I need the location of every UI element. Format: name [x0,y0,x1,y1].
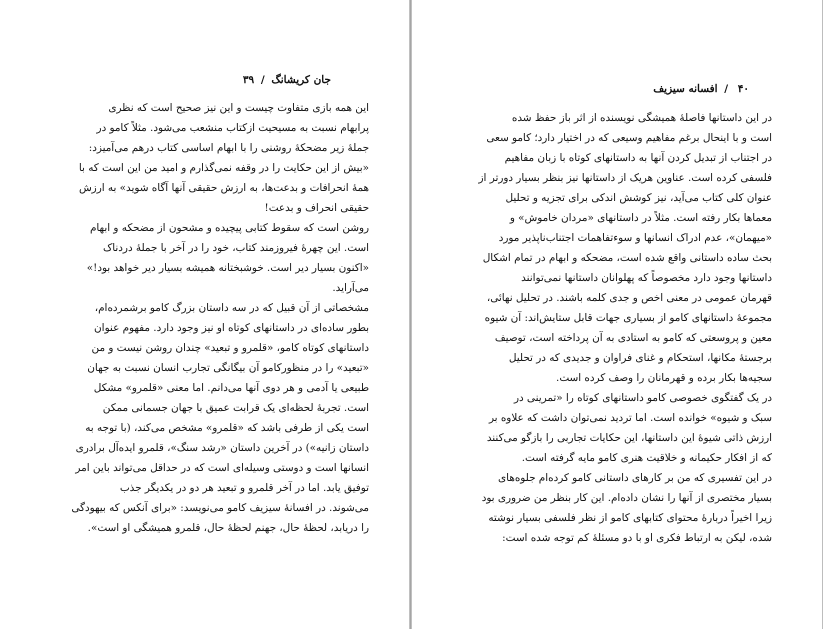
right-page-body [465,108,772,548]
text-line: معین و پروسعتی که کامو به استادی به آن پرداخته است، توصیف [494,332,772,344]
text-line: «اکنون بسیار دیر است. خوشبختانه همیشه بسیار دیر خواهد بود!» [86,262,369,274]
text-line: «میهمان»، عدم ادراک انسانها و سوءتفاهمات اجتناب‌ناپذیر مورد [498,232,772,244]
right-page-number: ۴۰ [737,83,749,95]
text-line: «بیش از این حکایت را در وقفه نمی‌گذارم و امید من این است که با [78,162,369,174]
text-line: فلسفی کرده است. عناوین هریک از داستانها نیز بنظر بسیار دورتر از [478,172,772,184]
text-line: است. این چهرهٔ فیروزمند کتاب، خود را در آخر با جملهٔ دردناک [102,242,369,254]
text-line: در اجتناب از تبدیل کردن آنها به داستانهای کوتاه با زبان مفاهیم [504,152,772,164]
text-line: در این تفسیری که من بر کارهای داستانی کامو کرده‌ام جلوه‌های [498,472,772,484]
text-line: ارزش ذاتی شیوهٔ این داستانها، این حکایات تجاربی را بازگو می‌کنند [486,432,772,444]
right-page-header [653,83,749,95]
right-page [412,0,823,629]
text-line: طبیعی یا آدمی و هر دوی آنها می‌دانم. اما معنی «قلمرو» مشکل [93,382,369,394]
text-line: که از افکار حکیمانه و خلاقیت هنری کامو مایه گرفته است. [521,452,772,464]
left-page-header [240,74,331,86]
text-line: را دریابد، لحظهٔ حال، جهنم لحظهٔ حال، قلمرو همیشگی او است». [87,522,369,534]
text-line: «تبعید» را در منظورکامو آن بیگانگی تجارب انسان نسبت به جهان [87,362,369,374]
text-line: است. تجربهٔ لحظه‌ای یک قرابت عمیق با جهان جسمانی ممکن [102,402,369,414]
left-page-body [39,98,369,538]
text-line: قهرمان عمومی در معنی اخص و جدی کلمه باشند. در تحلیل نهائی، [486,292,772,304]
text-line: سجیه‌ها بکار برده و قهرمانان را وصف کرده است. [556,372,772,384]
text-line: انسانها است و دوستی وسیله‌ای است که در حداقل می‌تواند باین امر [75,462,369,474]
text-line: زیرا اخیراً دربارهٔ محتوای کتابهای کامو از نظر فلسفی بسیار نوشته [488,512,772,524]
text-line: مشخصاتی از آن قبیل که در سه داستان بزرگ کامو برشمرده‌ام، [94,302,369,314]
text-line: معماها بکار رفته است. مثلاً در داستانهای «مردان خاموش» و [509,212,772,224]
text-line: در این داستانها فاصلهٔ همیشگی نویسنده از اثر باز حفظ شده [511,112,772,124]
text-line: عنوان کلی کتاب می‌آید، نیز کوشش اندکی برای تجزیه و تحلیل [505,192,772,204]
text-line: شده، لیکن به ارتباط فکری او با دو مسئلهٔ کم توجه شده است: [502,532,772,544]
text-line: است و با اینحال برغم مفاهیم وسیعی که در اختیار دارد؛ کامو سعی [486,132,772,144]
text-line: جملهٔ زیر مضحکهٔ روشنی را با ابهام اساسی کتاب درهم می‌آمیزد: [88,142,369,154]
text-line: مجموعهٔ داستانهای کامو از بسیاری جهات قابل ستایش‌اند: آن شیوه [484,312,772,324]
text-line: سبک و شیوه» خوانده است. اما تردید نمی‌توان داشت که علاوه بر [488,412,772,424]
left-page-running-title: جان کریشانگ [271,74,331,86]
text-line: روشن است که سقوط کتابی پیچیده و مشحون از مضحکه و ابهام [89,222,369,234]
text-line: حقیقی انحراف و بدعت! [264,202,369,214]
text-line: برجستهٔ مکانها، استحکام و غنای فراوان و جدیدی که در تحلیل [508,352,772,364]
text-line: می‌آراید. [332,282,369,294]
text-line: توفیق یابد. اما در آخر قلمرو و تبعید هر دو در یکدیگر جذب [119,482,369,494]
text-line: پرابهام نسبت به مسیحیت ازکتاب منشعب می‌شود. مثلاً کامو در [96,122,369,134]
text-line: در یک گفتگوی خصوصی کامو داستانهای کوتاه را «تمرینی در [513,392,772,404]
left-page [0,0,409,629]
left-page-header-separator: / [260,74,265,86]
text-line: بسیار مختصری از آنها را نشان داده‌ام. این کار بنظر من ضروری بود [481,492,772,504]
text-line: این همه بازی متفاوت چیست و این نیز صحیح است که نظری [108,102,369,114]
text-line: است یکی از طرفی باشد که «قلمرو» مشخص می‌کند، (با توجه به [85,422,369,434]
text-line: همهٔ انحرافات و بدعت‌ها، به ارزش حقیقی آنها آگاه شوید» به ارزش [79,182,369,194]
left-page-number: ۳۹ [242,74,255,86]
text-line: داستانهای کوتاه کامو، «قلمرو و تبعید» چندان روشن نیست و من [91,342,369,354]
text-line: بطور ساده‌ای در داستانهای کوتاه او نیز وجود دارد. مفهوم عنوان [94,322,369,334]
right-page-running-title: افسانه سیزیف [653,83,718,95]
text-line: بحث ساده داستانی واقع شده است، مضحکه و ابهام در تمام اشکال [482,252,772,264]
text-line: می‌شوند. در افسانهٔ سیزیف کامو می‌نویسد: «برای آنکس که بیهودگی [71,502,369,514]
text-line: داستانها وجود دارد مخصوصاً که پهلوانان داستانها نمی‌توانند [521,272,772,284]
right-page-header-separator: / [724,83,729,95]
text-line: داستان زانیه») در آخرین داستان «رشد سنگ»، قلمرو ایده‌آل برادری [75,442,369,454]
